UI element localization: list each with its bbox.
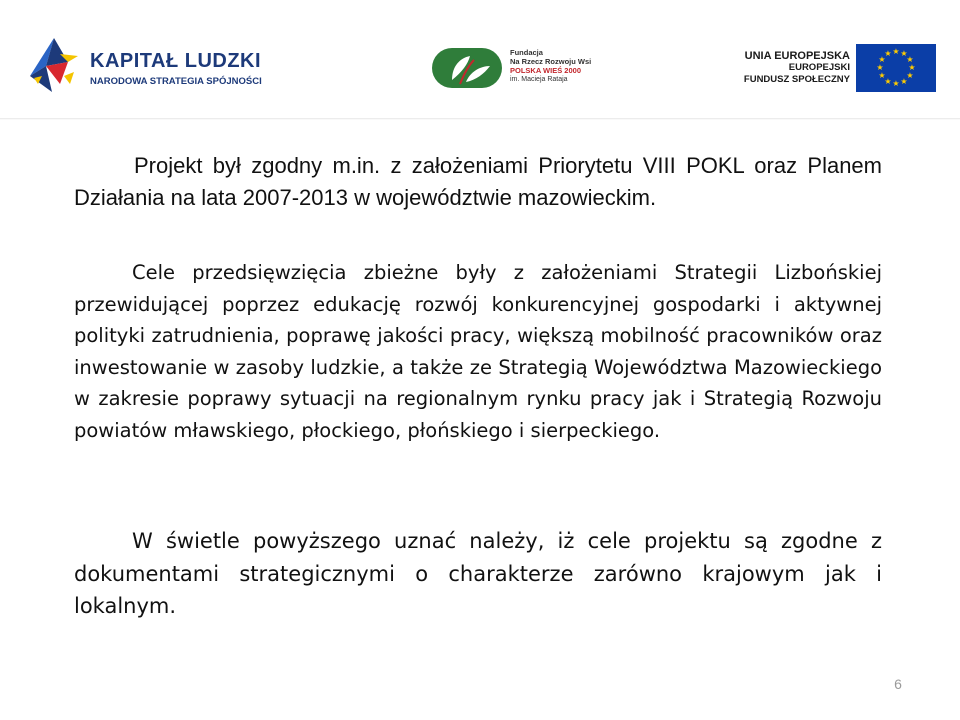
eu-logo [700,44,936,92]
fundacja-logo [430,44,592,96]
kapital-ludzki-star-icon [24,36,82,92]
eu-line1: UNIA EUROPEJSKA [744,50,850,62]
svg-text:★: ★ [878,71,886,80]
svg-text:★: ★ [892,79,900,88]
svg-text:★: ★ [900,49,908,58]
svg-text:★: ★ [876,63,884,72]
kapital-ludzki-logo [24,36,264,96]
page-number: 6 [894,676,902,692]
kapital-ludzki-title: KAPITAŁ LUDZKI [90,50,262,72]
svg-text:★: ★ [884,77,892,86]
svg-text:★: ★ [908,63,916,72]
fundacja-line4: im. Macieja Rataja [510,76,568,83]
svg-text:★: ★ [884,49,892,58]
paragraph-wniosek: W świetle powyższego uznać należy, iż cele projektu są zgodne z dokumentami strategicznymi o charakterze zarówno krajowym jak i lokalnym. [74,529,882,618]
logo-header [0,0,960,118]
svg-text:★: ★ [906,71,914,80]
paragraph-cele: Cele przedsięwzięcia zbieżne były z założeniami Strategii Lizbońskiej przewidującej poprzez edukację rozwój konkurencyjnej gospodarki i aktywnej polityki zatrudnienia, poprawę jakości pracy, większą mobilność pracowników oraz inwestowanie w zasoby ludzkie, a także ze Strategią Województwa Mazowieckiego w zakresie poprawy sytuacji na regionalnym rynku pracy jak i Strategią Rozwoju powiatów mławskiego, płockiego, płońskiego i sierpeckiego. [74,261,882,442]
paragraph-priorytet: Projekt był zgodny m.in. z założeniami Priorytetu VIII POKL oraz Planem Działania na lata 2007-2013 w województwie mazowieckim. [74,153,882,210]
kapital-ludzki-subtitle: NARODOWA STRATEGIA SPÓJNOŚCI [90,76,262,87]
header-divider [0,118,960,120]
svg-text:★: ★ [878,55,886,64]
svg-text:★: ★ [900,77,908,86]
fundacja-leaf-icon [430,44,504,92]
svg-text:★: ★ [892,47,900,56]
svg-text:★: ★ [906,55,914,64]
eu-line2: EUROPEJSKI [788,62,850,73]
eu-line3: FUNDUSZ SPOŁECZNY [743,74,850,85]
fundacja-line1: Fundacja [510,48,543,57]
eu-flag-icon [856,44,936,92]
fundacja-line2: Na Rzecz Rozwoju Wsi [510,57,592,66]
fundacja-line3: POLSKA WIEŚ 2000 [510,66,581,75]
